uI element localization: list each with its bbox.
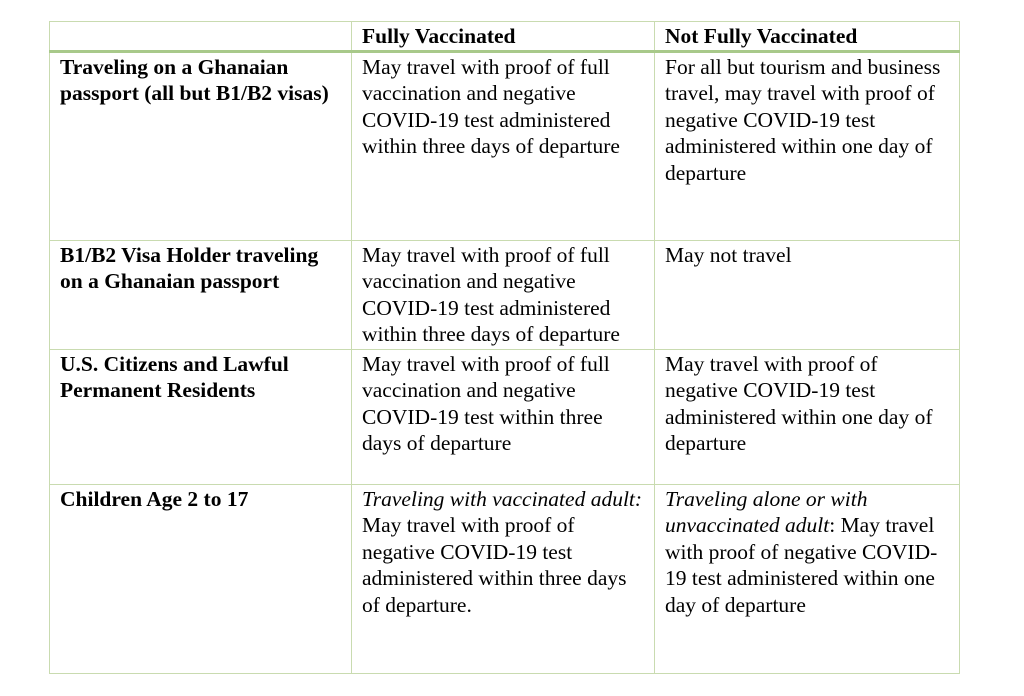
header-empty-cell bbox=[50, 22, 352, 52]
table-row bbox=[50, 484, 960, 673]
row-category-children: Children Age 2 to 17 bbox=[50, 484, 352, 673]
cell-not-fully-vaccinated bbox=[655, 484, 960, 673]
cell-not-fully-vaccinated: May not travel bbox=[655, 240, 960, 349]
header-fully-vaccinated: Fully Vaccinated bbox=[352, 22, 655, 52]
cell-not-fully-vaccinated: May travel with proof of negative COVID-19 test administered within one day of departure bbox=[655, 349, 960, 484]
cell-text: May travel with proof of negative COVID-19 test administered within three days of departure. bbox=[362, 513, 627, 617]
row-category-b1b2-visa: B1/B2 Visa Holder traveling on a Ghanaian passport bbox=[50, 240, 352, 349]
table-row bbox=[50, 51, 960, 240]
row-category-ghanaian-passport: Traveling on a Ghanaian passport (all but B1/B2 visas) bbox=[50, 51, 352, 240]
cell-separator: : bbox=[829, 513, 836, 537]
travel-requirements-table bbox=[49, 21, 960, 674]
header-not-fully-vaccinated: Not Fully Vaccinated bbox=[655, 22, 960, 52]
cell-fully-vaccinated: May travel with proof of full vaccination and negative COVID-19 test administered within three days of departure bbox=[352, 51, 655, 240]
table-row bbox=[50, 349, 960, 484]
row-category-us-citizens: U.S. Citizens and Lawful Permanent Residents bbox=[50, 349, 352, 484]
cell-text: May travel with proof of negative COVID-19 test administered within one day of departure bbox=[665, 513, 938, 617]
cell-fully-vaccinated: May travel with proof of full vaccination and negative COVID-19 test within three days of departure bbox=[352, 349, 655, 484]
cell-prefix-italic: Traveling alone or with unvaccinated adult bbox=[665, 486, 868, 537]
table-row bbox=[50, 240, 960, 349]
cell-fully-vaccinated: May travel with proof of full vaccination and negative COVID-19 test administered within three days of departure bbox=[352, 240, 655, 349]
table-header-row bbox=[50, 22, 960, 52]
cell-fully-vaccinated bbox=[352, 484, 655, 673]
cell-prefix-italic: Traveling with vaccinated adult: bbox=[362, 486, 643, 511]
cell-not-fully-vaccinated: For all but tourism and business travel, may travel with proof of negative COVID-19 test administered within one day of departure bbox=[655, 51, 960, 240]
